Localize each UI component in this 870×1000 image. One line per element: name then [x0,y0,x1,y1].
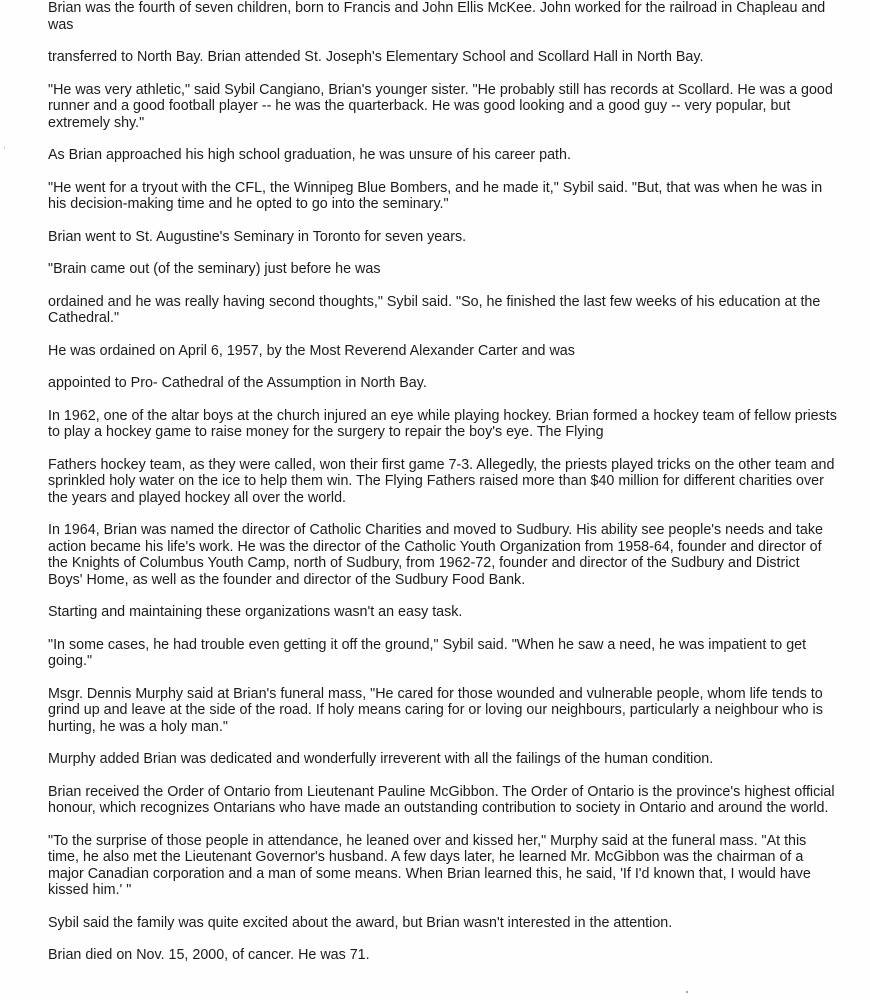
paragraph: Murphy added Brian was dedicated and wonderfully irreverent with all the failings of the human condition. [48,751,714,767]
paragraph: In 1964, Brian was named the director of Catholic Charities and moved to Sudbury. His ability see people's needs and take action became his life's work. He was the director of the Catholic Youth Organization from 1958-64, founder and director of the Knights of Columbus Youth Camp, north of Sudbury, from 1962-72, founder and director of the Sudbury and District Boys' Home, as well as the founder and director of the Sudbury Food Bank. [48,522,823,588]
paragraph: "To the surprise of those people in attendance, he leaned over and kissed her," Murphy said at the funeral mass. "At this time, he also met the Lieutenant Governor's husband. A few days later, he learned Mr. McGibbon was the chairman of a major Canadian corporation and a man of some means. When Brian learned this, he said, 'If I'd known that, I would have kissed him.' " [48,832,811,898]
paragraph: As Brian approached his high school graduation, he was unsure of his career path. [48,147,571,163]
paragraph: Brian received the Order of Ontario from Lieutenant Pauline McGibbon. The Order of Ontario is the province's highest official honour, which recognizes Ontarians who have made an outstanding contribution to society in Ontario and around the world. [48,783,835,816]
paragraph: "He was very athletic," said Sybil Cangiano, Brian's younger sister. "He probably still has records at Scollard. He was a good runner and a good football player -- he was the quarterback. He was good looking and a good guy -- very popular, but extremely shy." [48,81,833,131]
paragraph: ordained and he was really having second thoughts," Sybil said. "So, he finished the last few weeks of his education at the Cathedral." [48,293,821,326]
paragraph: He was ordained on April 6, 1957, by the Most Reverend Alexander Carter and was [48,342,575,359]
scan-speck [4,146,5,149]
paragraph: Msgr. Dennis Murphy said at Brian's funeral mass, "He cared for those wounded and vulnerable people, whom life tends to grind up and leave at the side of the road. If holy means caring for or loving our neighbours, particularly a neighbour who is hurting, he was a holy man." [48,685,823,735]
article-body [48,0,838,980]
paragraph: In 1962, one of the altar boys at the church injured an eye while playing hockey. Brian formed a hockey team of fellow priests to play a hockey game to raise money for the surgery to repair the boy's eye. The Flying [48,407,837,440]
paragraph: Sybil said the family was quite excited about the award, but Brian wasn't interested in the attention. [48,914,673,931]
paragraph: Brian was the fourth of seven children, born to Francis and John Ellis McKee. John worked for the railroad in Chapleau and was [48,0,826,33]
paragraph: "Brain came out (of the seminary) just before he was [48,261,381,277]
paragraph: Brian went to St. Augustine's Seminary in Toronto for seven years. [48,228,467,245]
paragraph: "In some cases, he had trouble even getting it off the ground," Sybil said. "When he saw a need, he was impatient to get going." [48,636,807,669]
paragraph: Fathers hockey team, as they were called, won their first game 7-3. Allegedly, the priests played tricks on the other team and sprinkled holy water on the ice to help them win. The Flying Fathers raised more than $40 million for different charities over the years and played hockey all over the world. [48,456,835,506]
paragraph: transferred to North Bay. Brian attended St. Joseph's Elementary School and Scollard Hall in North Bay. [48,49,704,65]
paragraph: appointed to Pro- Cathedral of the Assumption in North Bay. [48,375,427,391]
paragraph: Brian died on Nov. 15, 2000, of cancer. He was 71. [48,947,370,963]
paragraph: Starting and maintaining these organizations wasn't an easy task. [48,604,463,620]
paragraph: "He went for a tryout with the CFL, the Winnipeg Blue Bombers, and he made it," Sybil said. "But, that was when he was in his decision-making time and he opted to go into the seminary." [48,179,823,212]
scan-speck [686,991,688,993]
